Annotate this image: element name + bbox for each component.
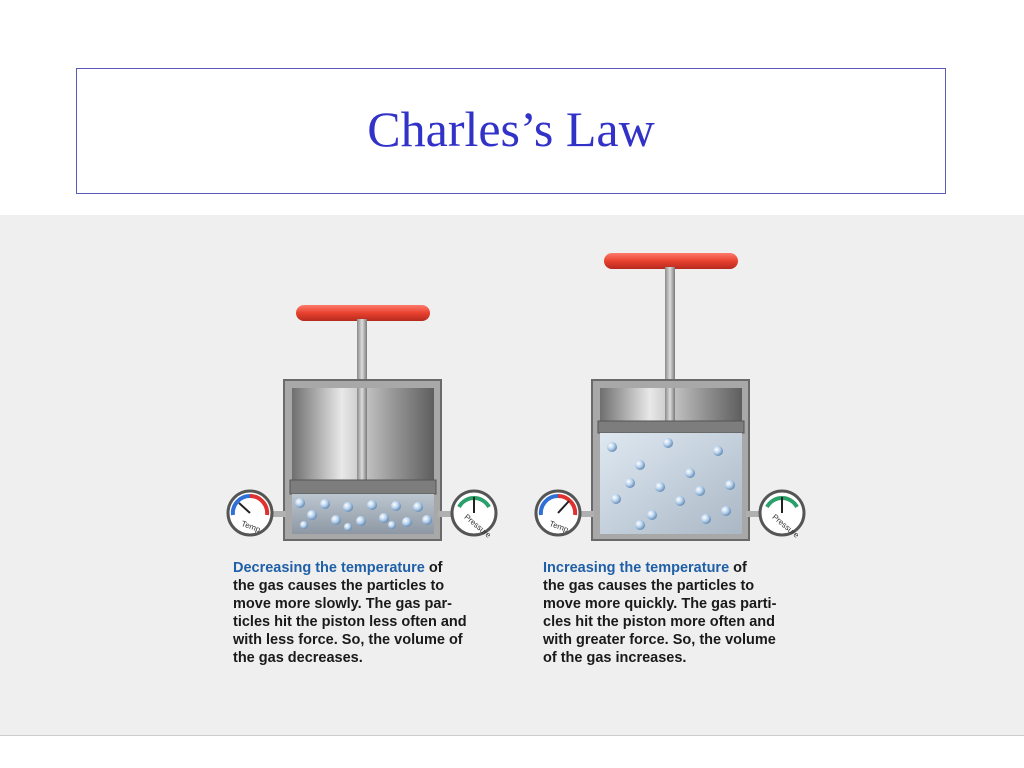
bottom-divider [0,735,1024,736]
right-caption-line: the gas causes the particles to [543,578,755,594]
slide-title: Charles’s Law [367,101,655,157]
right-piston-plate [598,421,744,433]
left-caption-line: ticles hit the piston less often and [233,614,467,630]
right-caption-line: with greater force. So, the volume [543,632,776,648]
left-caption-line: with less force. So, the volume of [233,632,463,648]
right-pressure-gauge [760,491,804,540]
left-caption-line: the gas causes the particles to [233,578,445,594]
left-pressure-gauge [452,491,496,540]
figure-panel [0,215,1024,735]
left-pressure-label: Pressure [462,512,493,540]
left-caption-lead: Decreasing the temperature [233,560,425,576]
right-caption-line: cles hit the piston more often and [543,614,776,630]
right-caption-line: of [729,560,747,576]
left-caption-line: the gas decreases. [233,650,363,666]
left-piston [228,305,496,540]
right-caption [543,559,833,667]
left-caption-line: of [424,560,443,576]
right-caption-line: of the gas increases. [543,650,687,666]
left-caption-line: move more slowly. The gas par- [233,596,452,612]
right-handle [604,253,738,269]
left-temp-label: Temp [240,519,262,535]
right-temp-label: Temp [548,519,570,535]
right-temp-gauge [536,491,580,535]
left-piston-plate [290,480,436,494]
right-caption-line: move more quickly. The gas parti- [543,596,777,612]
right-piston [536,253,804,540]
left-caption [233,559,523,667]
right-pressure-label: Pressure [770,512,801,540]
right-caption-lead: Increasing the temperature [543,560,730,576]
left-handle [296,305,430,321]
left-temp-gauge [228,491,272,535]
title-box [76,68,946,194]
